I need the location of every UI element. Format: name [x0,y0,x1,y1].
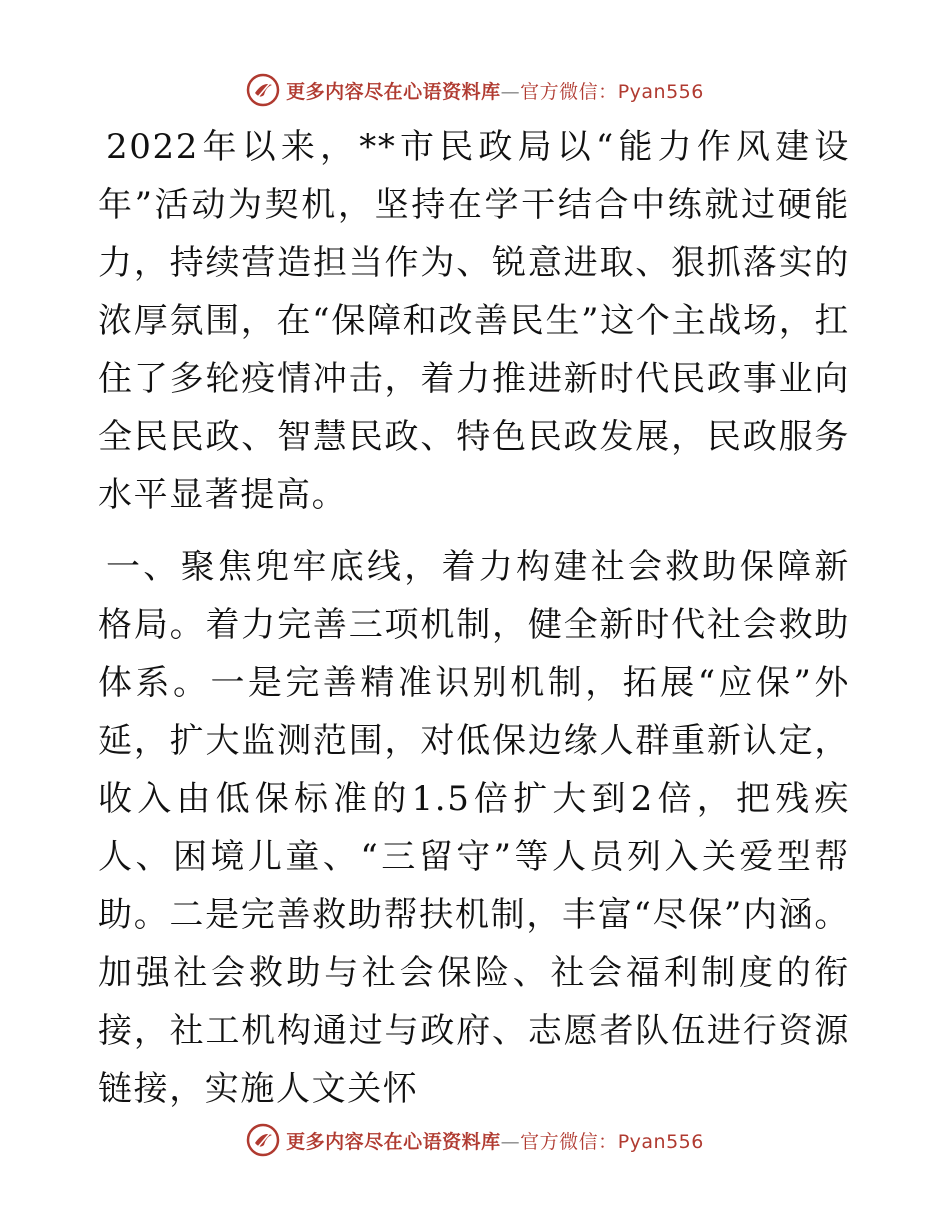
watermark-wechat-label: 官方微信： [520,1130,618,1153]
watermark-main-text: 更多内容尽在心语资料库 [286,80,501,103]
library-logo-icon [246,1123,280,1157]
watermark-main-text: 更多内容尽在心语资料库 [286,1130,501,1153]
watermark-wechat-id: Pyan556 [617,1130,704,1153]
watermark-wechat-label: 官方微信： [520,80,618,103]
watermark-separator: — [500,1130,521,1153]
header-watermark [0,70,950,110]
library-logo-icon [246,73,280,107]
paragraph-intro: 2022年以来，**市民政局以“能力作风建设年”活动为契机，坚持在学干结合中练就过硬能力，持续营造担当作为、锐意进取、狠抓落实的浓厚氛围，在“保障和改善民生”这个主战场，扛住了多轮疫情冲击，着力推进新时代民政事业向全民民政、智慧民政、特色民政发展，民政服务水平显著提高。 [98,127,850,515]
paragraph-section-one: 一、聚焦兜牢底线，着力构建社会救助保障新格局。着力完善三项机制，健全新时代社会救助体系。一是完善精准识别机制，拓展“应保”外延，扩大监测范围，对低保边缘人群重新认定，收入由低保标准的1.5倍扩大到2倍，把残疾人、困境儿童、“三留守”等人员列入关爱型帮助。二是完善救助帮扶机制，丰富“尽保”内涵。加强社会救助与社会保险、社会福利制度的衔接，社工机构通过与政府、志愿者队伍进行资源链接，实施人文关怀 [98,547,850,1109]
watermark-text [286,1127,704,1154]
footer-watermark [0,1120,950,1160]
document-body [98,118,850,1118]
watermark-text [286,77,704,104]
watermark-separator: — [500,80,521,103]
watermark-wechat-id: Pyan556 [617,80,704,103]
